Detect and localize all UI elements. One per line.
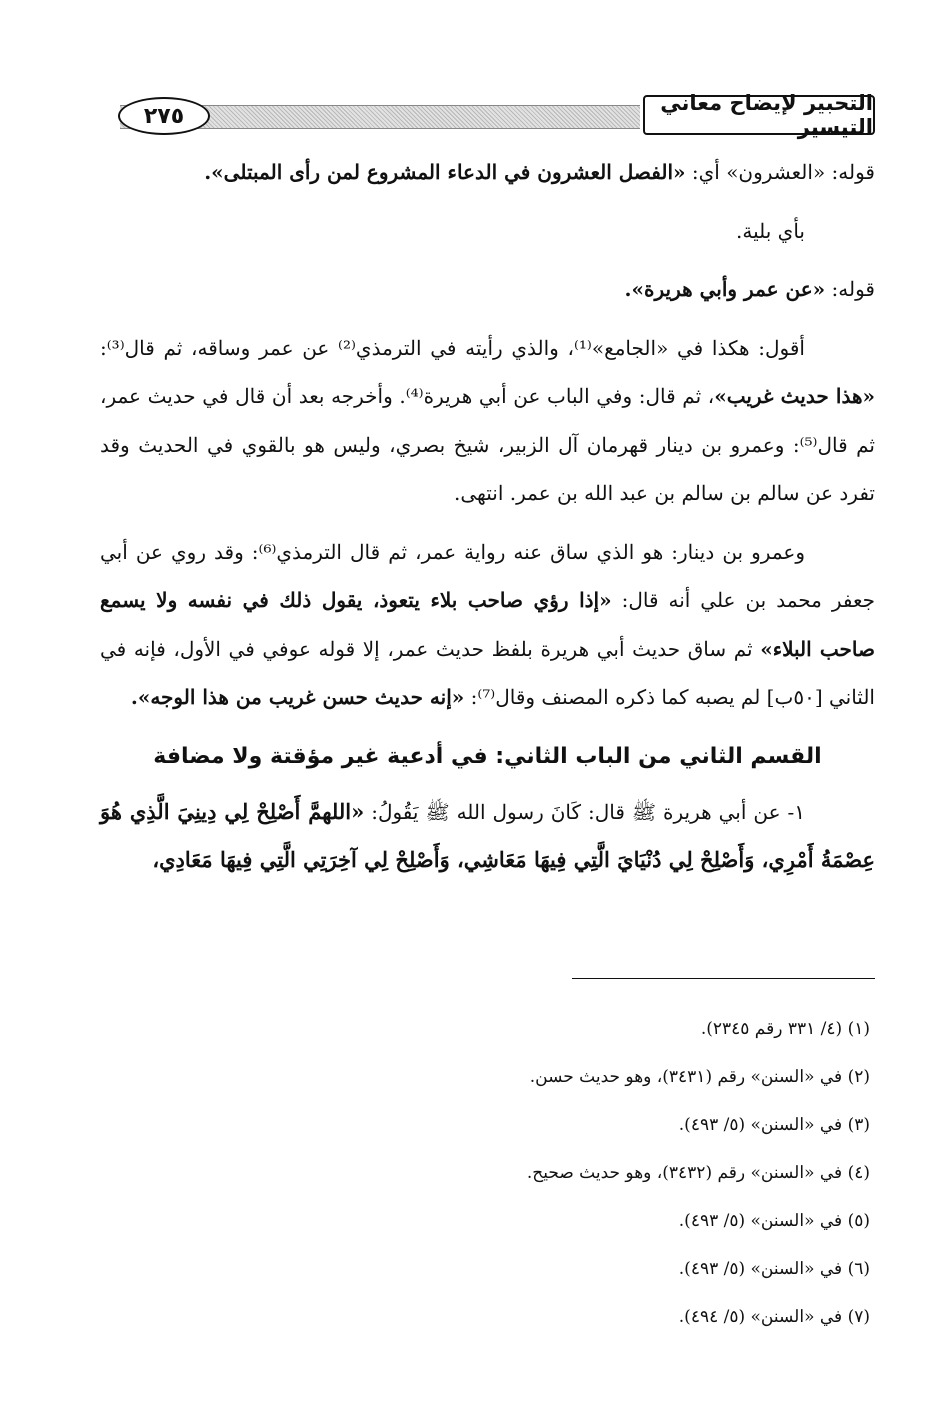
paragraph: قوله: «عن عمر وأبي هريرة». bbox=[624, 277, 875, 301]
paragraph: وعمرو بن دينار: هو الذي ساق عنه رواية عمر، ثم قال الترمذي⁽⁶⁾: وقد روي عن أبي جعفر محمد بن علي أنه قال: «إذا رؤي صاحب بلاء يتعوذ، يقول ذلك في نفسه ولا يسمع صاحب البلاء» ثم ساق حديث أبي هريرة بلفظ حديث عمر، إلا قوله عوفي في الأول، فإنه في الثاني [٥٠ب] لم يصبه كما ذكره المصنف وقال⁽⁷⁾: «إنه حديث حسن غريب من هذا الوجه». bbox=[100, 539, 876, 709]
book-title: التحبير لإيضاح معاني التيسير bbox=[643, 95, 875, 135]
footnote: (١) (٤/ ٣٣١ رقم ٢٣٤٥). bbox=[700, 1019, 870, 1039]
footnote: (٣) في «السنن» (٥/ ٤٩٣). bbox=[678, 1115, 870, 1135]
footnote: (٥) في «السنن» (٥/ ٤٩٣). bbox=[678, 1211, 870, 1231]
paragraph: قوله: «العشرون» أي: «الفصل العشرون في الدعاء المشروع لمن رأى المبتلى». bbox=[204, 160, 875, 184]
footnote: (٦) في «السنن» (٥/ ٤٩٣). bbox=[678, 1259, 870, 1279]
footnote: (٢) في «السنن» رقم (٣٤٣١)، وهو حديث حسن. bbox=[529, 1067, 870, 1087]
main-text bbox=[100, 148, 875, 895]
footnote: (٤) في «السنن» رقم (٣٤٣٢)، وهو حديث صحيح. bbox=[526, 1163, 870, 1183]
page-header bbox=[100, 91, 875, 139]
paragraph: بأي بلية. bbox=[736, 218, 805, 243]
paragraph: أقول: هكذا في «الجامع»⁽¹⁾، والذي رأيته في الترمذي⁽²⁾ عن عمر وساقه، ثم قال⁽³⁾: «هذا حديث غريب»، ثم قال: وفي الباب عن أبي هريرة⁽⁴⁾. وأخرجه بعد أن قال في حديث عمر، ثم قال⁽⁵⁾: وعمرو بن دينار قهرمان آل الزبير، شيخ بصري، وليس هو بالقوي في الحديث وقد تفرد عن سالم بن سالم بن عبد الله بن عمر. انتهى. bbox=[100, 335, 875, 505]
hadith-paragraph: ١- عن أبي هريرة ﷺ قال: كَانَ رسول الله ﷺ يَقُولُ: «اللهمَّ أَصْلِحْ لِي دِينِيَ الَّذِي هُوَ عِصْمَةُ أَمْرِي، وَأَصْلِحْ لِي دُنْيَايَ الَّتِي فِيهَا مَعَاشِي، وَأَصْلِحْ لِي آخِرَتِي الَّتِي فِيهَا مَعَادِي، bbox=[100, 798, 875, 872]
footnote: (٧) في «السنن» (٥/ ٤٩٤). bbox=[678, 1307, 870, 1327]
section-heading: القسم الثاني من الباب الثاني: في أدعية غير مؤقتة ولا مضافة bbox=[153, 743, 822, 769]
footnotes bbox=[300, 1005, 870, 1341]
footnote-divider bbox=[572, 978, 875, 979]
page-number: ٢٧٥ bbox=[118, 97, 210, 135]
